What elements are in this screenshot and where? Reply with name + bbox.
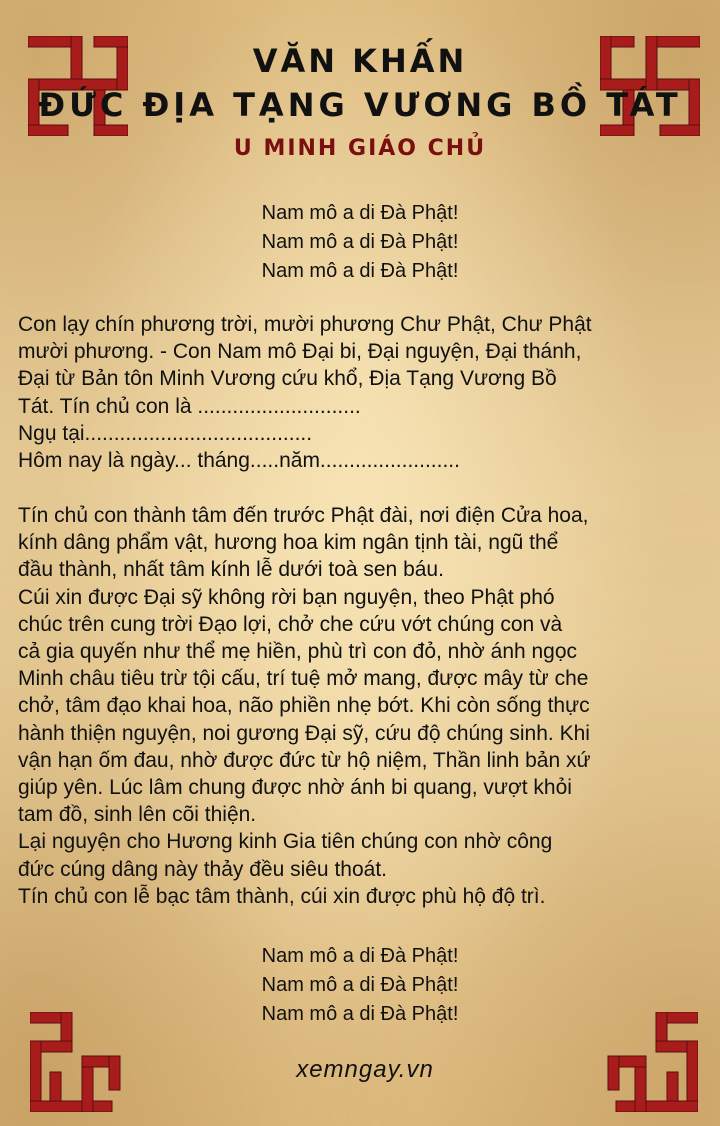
text-line: Tín chủ con thành tâm đến trước Phật đài, nơi điện Cửa hoa, bbox=[18, 504, 589, 527]
opening-chant bbox=[0, 199, 720, 286]
page-title: VĂN KHẤN bbox=[252, 42, 468, 80]
main-paragraph bbox=[18, 502, 718, 910]
text-line: Tín chủ con lễ bạc tâm thành, cúi xin được phù hộ độ trì. bbox=[18, 884, 546, 908]
text-line: Tát. Tín chủ con là ............................ bbox=[18, 394, 361, 418]
text-line: Minh châu tiêu trừ tội cấu, trí tuệ mở mang, được mây từ che bbox=[18, 667, 589, 691]
text-line: đức cúng dâng này thảy đều siêu thoát. bbox=[18, 857, 387, 881]
text-line: chúc trên cung trời Đạo lợi, chở che cứu vớt chúng con và bbox=[18, 612, 563, 636]
text-line: cả gia quyến như thể mẹ hiền, phù trì con đỏ, nhờ ánh ngọc bbox=[18, 640, 578, 664]
chant-line: Nam mô a di Đà Phật! bbox=[261, 945, 459, 967]
page-subheading: U MINH GIÁO CHỦ bbox=[233, 136, 487, 161]
chant-line: Nam mô a di Đà Phật! bbox=[261, 1003, 459, 1025]
text-line: chở, tâm đạo khai hoa, não phiền nhẹ bớt. Khi còn sống thực bbox=[18, 694, 590, 718]
page-subtitle: ĐỨC ĐỊA TẠNG VƯƠNG BỒ TÁT bbox=[38, 86, 682, 124]
text-line: kính dâng phẩm vật, hương hoa kim ngân tịnh tài, ngũ thể bbox=[18, 531, 559, 555]
text-line: Cúi xin được Đại sỹ không rời bạn nguyện, theo Phật phó bbox=[18, 585, 555, 609]
text-line: đầu thành, nhất tâm kính lễ dưới toà sen báu. bbox=[18, 558, 444, 582]
text-line: Ngụ tại....................................... bbox=[18, 421, 313, 445]
text-line: Hôm nay là ngày... tháng.....năm........................ bbox=[18, 449, 460, 473]
chant-line: Nam mô a di Đà Phật! bbox=[261, 202, 459, 224]
chant-line: Nam mô a di Đà Phật! bbox=[261, 974, 459, 996]
intro-paragraph bbox=[18, 311, 718, 474]
text-line: vận hạn ốm đau, nhờ được đức từ hộ niệm, Thần linh bản xứ bbox=[18, 748, 591, 772]
chant-line: Nam mô a di Đà Phật! bbox=[261, 231, 459, 253]
text-line: Con lạy chín phương trời, mười phương Chư Phật, Chư Phật bbox=[18, 313, 592, 336]
text-line: giúp yên. Lúc lâm chung được nhờ ánh bi quang, vượt khỏi bbox=[18, 776, 572, 800]
closing-chant bbox=[0, 942, 720, 1029]
site-watermark: xemngay.vn bbox=[296, 1056, 434, 1083]
text-line: hành thiện nguyện, noi gương Đại sỹ, cứu độ chúng sinh. Khi bbox=[18, 721, 590, 745]
text-line: Lại nguyện cho Hương kinh Gia tiên chúng con nhờ công bbox=[18, 830, 553, 854]
text-line: mười phương. - Con Nam mô Đại bi, Đại nguyện, Đại thánh, bbox=[18, 340, 582, 364]
chant-line: Nam mô a di Đà Phật! bbox=[261, 260, 459, 282]
text-line: Đại từ Bản tôn Minh Vương cứu khổ, Địa Tạng Vương Bồ bbox=[18, 367, 557, 391]
text-line: tam đồ, sinh lên cõi thiện. bbox=[18, 803, 257, 827]
